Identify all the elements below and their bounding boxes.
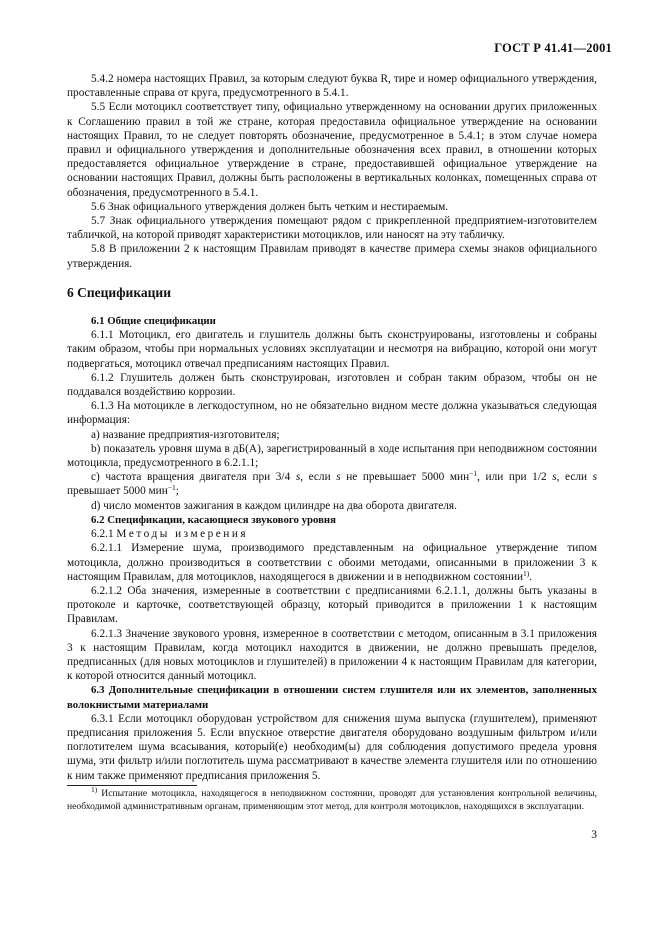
document-header: ГОСТ Р 41.41—2001 bbox=[494, 41, 612, 55]
paragraph-5-7: 5.7 Знак официального утверждения помещают рядом с прикрепленной предприятием-изготовителем табличкой, на которой приводят характеристики мотоциклов, или наносят на эту табличку. bbox=[67, 215, 597, 242]
item-c-part: , если bbox=[556, 471, 593, 484]
subsection-6-3-title: 6.3 Дополнительные спецификации в отношении систем глушителя или их элементов, заполненных волокнистыми материалами bbox=[67, 684, 597, 711]
paragraph-6-2-1-1-end: . bbox=[529, 570, 533, 583]
paragraph-5-6: 5.6 Знак официального утверждения должен быть четким и нестираемым. bbox=[91, 200, 449, 213]
paragraph-6-2-1-number: 6.2.1 bbox=[91, 528, 117, 541]
footnote-marker: 1) bbox=[91, 785, 98, 794]
item-c-part: превышает 5000 мин bbox=[67, 485, 168, 498]
paragraph-6-2-1 bbox=[67, 527, 597, 541]
footnote-divider bbox=[67, 785, 197, 786]
footnote-text: Испытание мотоцикла, находящегося в неподвижном состоянии, проводят для установления контрольной величины, необходимой административным органам, применяющим этот метод, для контроля мотоциклов, находящихся в эксплуатации. bbox=[67, 788, 597, 812]
item-c-var-s: s bbox=[592, 471, 598, 484]
item-c-exponent: −1 bbox=[167, 483, 176, 493]
item-c-part: ; bbox=[175, 485, 179, 498]
item-c-var-s: s bbox=[336, 471, 341, 484]
section-6-title: 6 Спецификации bbox=[67, 284, 171, 300]
paragraph-6-3-1: 6.3.1 Если мотоцикл оборудован устройством для снижения шума выпуска (глушителем), применяют предписания приложения 5. Если впускное отверстие двигателя оборудовано воздушным фильтром и/или поглотителем шума всасывания, который(е) необходим(ы) для соблюдения допустимого предела уровня шума, эти фильтр и/или поглотитель шума рассматривают в качестве элемента глушителя или по отношению к ним также применяют предписания приложения 5. bbox=[67, 712, 597, 782]
paragraph-5-8: 5.8 В приложении 2 к настоящим Правилам приводят в качестве примера схемы знаков официального утверждения. bbox=[67, 243, 597, 270]
paragraph-6-2-1-3: 6.2.1.3 Значение звукового уровня, измеренное в соответствии с методом, описанным в 3.1 приложения 3 к настоящим Правилам, когда мотоцикл находится в движении, не должно превышать пределов, предписанных (для новых мотоциклов и глушителей) в приложении 4 к настоящим Правилам для категории, к которой относится данный мотоцикл. bbox=[67, 627, 597, 683]
paragraph-5-5: 5.5 Если мотоцикл соответствует типу, официально утвержденному на основании других приложенных к Соглашению правил в той же стране, которая предоставила официальное утверждение на основании настоящих Правил, то не следует повторять обозначение, предусмотренное в 5.4.1; в этом случае номера правил и официального утверждения и дополнительные обозначения всех правил, в отношении которых предоставляется официальное утверждение в стране, предоставившей официальное утверждение на основании настоящих Правил, должны быть расположены в вертикальных колонках, помещенных справа от обозначения, предусмотренного в 5.4.1. bbox=[67, 101, 597, 199]
paragraph-5-4-2: 5.4.2 номера настоящих Правил, за которым следуют буква R, тире и номер официального утверждения, проставленные справа от круга, предусмотренного в 5.4.1. bbox=[67, 73, 597, 100]
paragraph-6-2-1-title: Методы измерения bbox=[116, 528, 249, 541]
item-c-part: , если bbox=[300, 471, 337, 484]
footnote-reference: 1) bbox=[523, 568, 530, 578]
list-item-a: a) название предприятия-изготовителя; bbox=[91, 428, 280, 441]
subsection-6-1-title: 6.1 Общие спецификации bbox=[91, 315, 216, 328]
paragraph-6-2-1-1 bbox=[67, 541, 597, 584]
footnote bbox=[67, 785, 597, 813]
document-body bbox=[67, 72, 597, 783]
list-item-c bbox=[67, 470, 597, 498]
item-c-var-s: s bbox=[295, 471, 301, 484]
item-c-part: не превышает 5000 мин bbox=[340, 471, 470, 484]
page-number: 3 bbox=[591, 829, 597, 841]
item-c-part: , или при 1/2 bbox=[477, 471, 553, 484]
item-c-var-s: s bbox=[552, 471, 557, 484]
paragraph-6-1-1: 6.1.1 Мотоцикл, его двигатель и глушитель должны быть сконструированы, изготовлены и собраны таким образом, чтобы при нормальных условиях эксплуатации и несмотря на вибрацию, которой они могут подвергаться, мотоцикл отвечал предписаниям настоящих Правил. bbox=[67, 329, 597, 370]
paragraph-6-1-3: 6.1.3 На мотоцикле в легкодоступном, но не обязательно видном месте должна указываться следующая информация: bbox=[67, 400, 597, 427]
paragraph-6-2-1-1-text: 6.2.1.1 Измерение шума, производимого представленным на официальное утверждение типом мотоцикла, должно производиться в соответствии с обоими методами, описанными в приложении 3 к настоящим Правилам, для мотоциклов, находящегося в движении и в неподвижном состоянии bbox=[67, 542, 597, 583]
paragraph-6-2-1-2: 6.2.1.2 Оба значения, измеренные в соответствии с предписаниями 6.2.1.1, должны быть указаны в протоколе и карточке, соответствующей образцу, который приводится в приложении 1 к настоящим Правилам. bbox=[67, 584, 597, 626]
list-item-b: b) показатель уровня шума в дБ(А), зарегистрированный в ходе испытания при неподвижном состоянии мотоцикла, предусмотренного в 6.2.1.1; bbox=[67, 442, 597, 470]
item-c-exponent: −1 bbox=[469, 469, 478, 479]
item-c-part: c) частота вращения двигателя при 3/4 bbox=[91, 471, 296, 484]
subsection-6-2-title: 6.2 Спецификации, касающиеся звукового уровня bbox=[91, 513, 336, 526]
paragraph-6-1-2: 6.1.2 Глушитель должен быть сконструирован, изготовлен и собран таким образом, чтобы он не поддавался воздействию коррозии. bbox=[67, 371, 597, 399]
list-item-d: d) число моментов зажигания в каждом цилиндре на два оборота двигателя. bbox=[91, 499, 457, 512]
